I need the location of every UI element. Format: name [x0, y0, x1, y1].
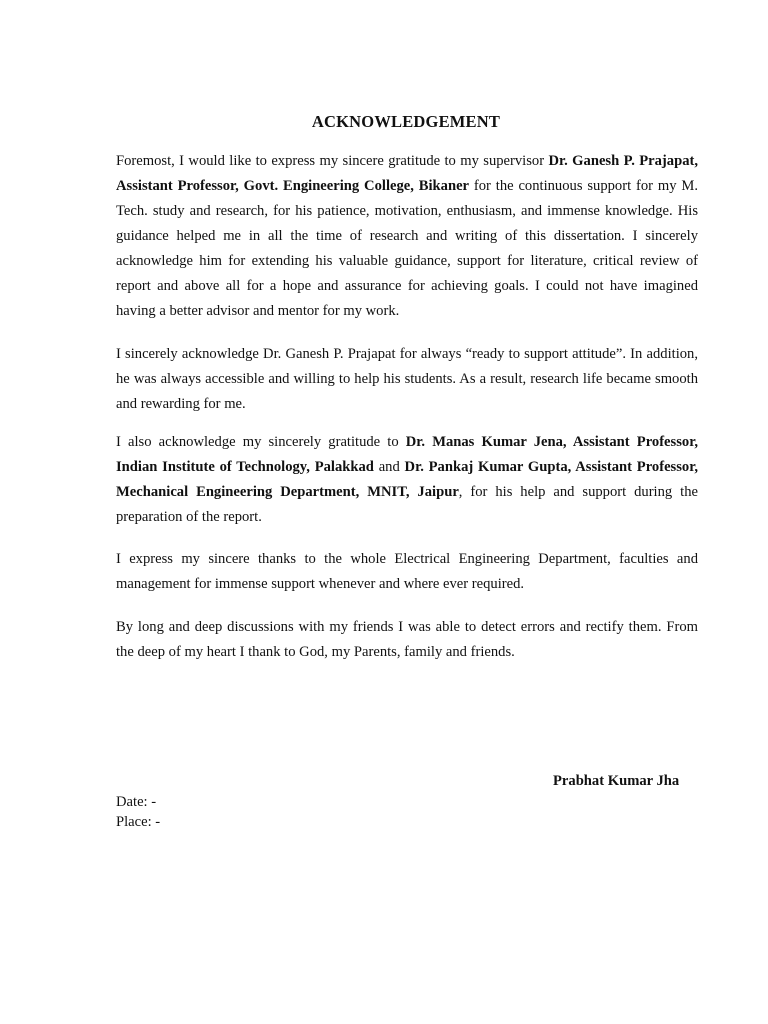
text-run: for the continuous support for my M. Tech. study and research, for his patience, motivation, enthusiasm, and immense knowledge. His guidance helped me in all the time of research and writing of this dissertation. I sincerely acknowledge him for extending his valuable guidance, support for literature, critical review of report and above all for a hope and assurance for achieving goals. I could not have imagined having a better advisor and mentor for my work.	[116, 178, 698, 319]
text-run: By long and deep discussions with my friends I was able to detect errors and rectify them. From the deep of my heart I thank to God, my Parents, family and friends.	[116, 619, 698, 660]
bold-text-run: Dr. Manas Kumar Jena, Assistant Professor, Indian Institute of Technology, Palakkad	[116, 434, 698, 475]
paragraph-friends-family	[116, 615, 698, 665]
signature-name: Prabhat Kumar Jha	[553, 773, 680, 789]
bold-text-run: Dr. Pankaj Kumar Gupta, Assistant Professor, Mechanical Engineering Department, MNIT, Jaipur	[116, 459, 698, 500]
text-run: , for his help and support during the preparation of the report.	[116, 484, 698, 525]
place-line: Place: -	[116, 814, 161, 830]
text-run: I sincerely acknowledge Dr. Ganesh P. Prajapat for always “ready to support attitude”. In addition, he was always accessible and willing to help his students. As a result, research life became smooth and rewarding for me.	[116, 346, 698, 412]
bold-text-run: Dr. Ganesh P. Prajapat, Assistant Professor, Govt. Engineering College, Bikaner	[116, 153, 698, 194]
paragraph-department-thanks	[116, 547, 698, 597]
text-run: and	[373, 459, 405, 475]
paragraph-supervisor-gratitude	[116, 149, 698, 324]
text-run: Foremost, I would like to express my sincere gratitude to my supervisor	[116, 153, 549, 169]
paragraph-support-attitude	[116, 342, 698, 417]
paragraph-other-acknowledgements	[116, 430, 698, 530]
date-line: Date: -	[116, 794, 157, 810]
text-run: I express my sincere thanks to the whole Electrical Engineering Department, faculties and management for immense support whenever and where ever required.	[116, 551, 698, 592]
text-run: I also acknowledge my sincerely gratitude to	[116, 434, 406, 450]
page-title: ACKNOWLEDGEMENT	[311, 112, 501, 131]
